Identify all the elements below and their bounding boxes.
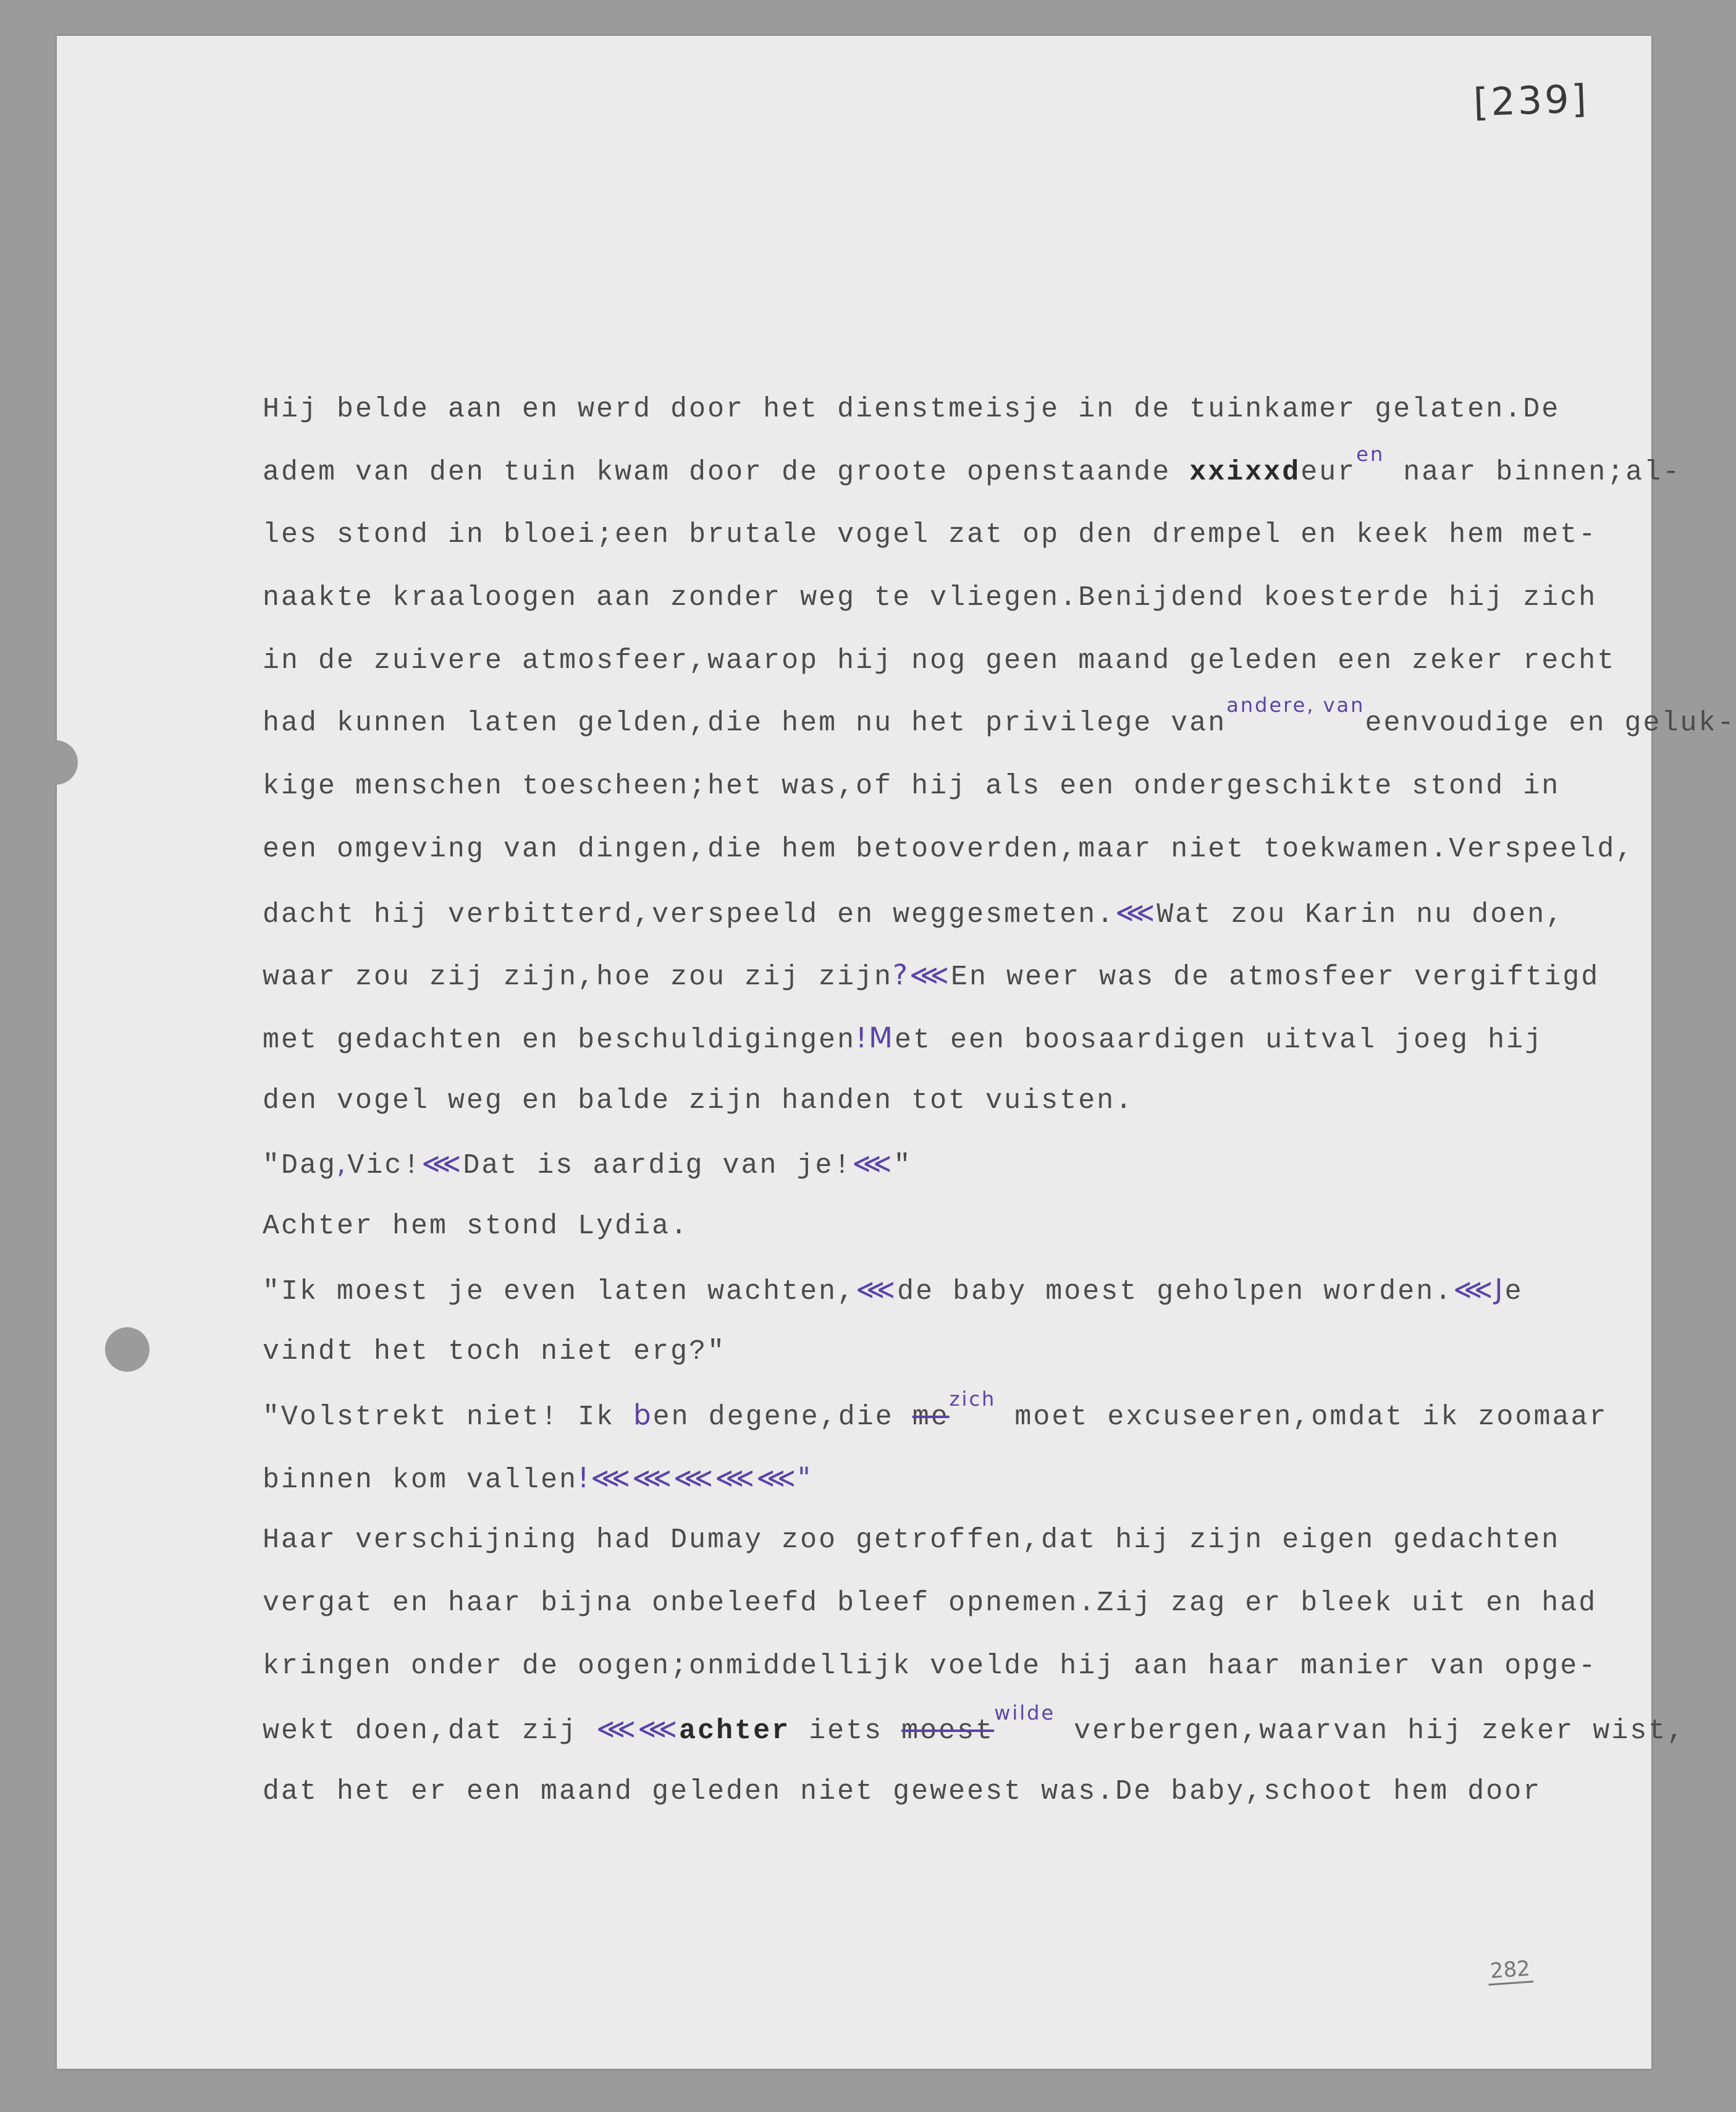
- annotation-sup: wilde: [994, 1701, 1056, 1725]
- typed-segment: Dat is aardig van je!: [463, 1150, 853, 1182]
- annotation-ink: !⋘⋘⋘⋘⋘": [578, 1461, 812, 1494]
- text-line-20: [263, 1572, 1659, 1635]
- text-line-1: [263, 378, 1659, 441]
- text-line-14: [263, 1195, 1659, 1258]
- typed-segment: binnen kom vallen: [263, 1464, 578, 1496]
- text-line-4: [263, 567, 1659, 630]
- typed-segment: naar binnen;al-: [1384, 456, 1682, 488]
- annotation-dark: xxixxd: [1189, 456, 1301, 488]
- text-line-16: [263, 1320, 1659, 1383]
- text-line-23: [263, 1760, 1659, 1823]
- typed-segment: "Dag: [263, 1150, 337, 1182]
- text-line-21: [263, 1635, 1659, 1698]
- typed-segment: e: [1504, 1275, 1523, 1307]
- typed-segment: en degene,die: [652, 1401, 912, 1433]
- typed-segment: Vic!: [347, 1150, 422, 1182]
- typed-segment: een omgeving van dingen,die hem betooverden,maar niet toekwamen.Verspeeld,: [263, 833, 1635, 865]
- annotation-ink: ,: [337, 1147, 348, 1180]
- annotation-dark: achter: [679, 1715, 791, 1747]
- annotation-ink: ⋘: [421, 1147, 463, 1180]
- text-line-12: [263, 1070, 1659, 1133]
- text-line-11: [263, 1007, 1659, 1070]
- typed-segment: den vogel weg en balde zijn handen tot vuisten.: [263, 1084, 1134, 1117]
- typed-segment: eur: [1300, 456, 1357, 488]
- text-line-6: [263, 692, 1736, 755]
- annotation-ink: ⋘: [856, 1272, 898, 1306]
- annotation-ink: ?⋘: [893, 958, 951, 992]
- text-line-2: [263, 441, 1682, 504]
- text-line-18: [263, 1447, 1659, 1510]
- text-line-19: [263, 1509, 1659, 1572]
- typed-segment: ": [893, 1150, 912, 1182]
- typed-segment: verbergen,waarvan hij zeker wist,: [1055, 1715, 1686, 1747]
- typed-segment: et een boosaardigen uitval joeg hij: [895, 1024, 1544, 1056]
- typed-segment: "Volstrekt niet! Ik: [263, 1401, 634, 1433]
- typed-segment: waar zou zij zijn,hoe zou zij zijn: [263, 961, 893, 994]
- typed-segment: kige menschen toescheen;het was,of hij als een ondergeschikte stond in: [263, 771, 1561, 803]
- text-line-15: [263, 1258, 1659, 1321]
- text-line-5: [263, 630, 1659, 693]
- text-line-8: [263, 818, 1659, 881]
- typed-segment: dat het er een maand geleden niet geweest was.De baby,schoot hem door: [263, 1776, 1542, 1808]
- folio-number: [239]: [1472, 75, 1590, 125]
- text-line-22: [263, 1697, 1686, 1760]
- manuscript-number: 282: [1487, 1956, 1534, 1986]
- text-line-9: [263, 881, 1659, 944]
- typed-segment: met gedachten en beschuldigingen: [263, 1024, 856, 1056]
- typed-segment: En weer was de atmosfeer vergiftigd: [951, 961, 1600, 994]
- typed-segment: dacht hij verbitterd,verspeeld en weggesmeten.: [263, 898, 1116, 931]
- punch-hole-bottom: [105, 1327, 150, 1372]
- typed-segment: kringen onder de oogen;onmiddellijk voelde hij aan haar manier van opge-: [263, 1650, 1598, 1682]
- annotation-ink: b: [633, 1398, 653, 1431]
- annotation-sup: zich: [949, 1387, 997, 1411]
- typed-segment: Achter hem stond Lydia.: [263, 1210, 689, 1242]
- annotation-ink: ⋘⋘: [596, 1712, 680, 1746]
- annotation-ink: ⋘: [1115, 895, 1157, 929]
- annotation-strike: me: [912, 1401, 950, 1433]
- text-line-7: [263, 755, 1659, 818]
- text-line-13: [263, 1132, 1659, 1195]
- typed-segment: Wat zou Karin nu doen,: [1157, 898, 1565, 931]
- typed-segment: "Ik moest je even laten wachten,: [263, 1275, 856, 1307]
- text-line-10: [263, 944, 1659, 1007]
- annotation-sup: andere, van: [1226, 693, 1365, 717]
- typed-segment: Hij belde aan en werd door het dienstmeisje in de tuinkamer gelaten.De: [263, 394, 1561, 425]
- annotation-ink: ⋘: [852, 1147, 894, 1180]
- typed-segment: in de zuivere atmosfeer,waarop hij nog geen maand geleden een zeker recht: [263, 644, 1616, 677]
- text-line-17: [263, 1383, 1659, 1447]
- typed-segment: vergat en haar bijna onbeleefd bleef opnemen.Zij zag er bleek uit en had: [263, 1587, 1598, 1620]
- typed-segment: naakte kraaloogen aan zonder weg te vliegen.Benijdend koesterde hij zich: [263, 582, 1598, 614]
- text-line-3: [263, 504, 1659, 567]
- typed-segment: eenvoudige en geluk-: [1365, 708, 1736, 740]
- punch-hole-top: [33, 740, 78, 785]
- annotation-strike: moest: [901, 1715, 995, 1747]
- typed-segment: moet excuseeren,omdat ik zoomaar: [996, 1401, 1608, 1433]
- annotation-ink: !M: [856, 1021, 895, 1054]
- typed-segment: Haar verschijning had Dumay zoo getroffen,dat hij zijn eigen gedachten: [263, 1524, 1561, 1557]
- typed-segment: vindt het toch niet erg?": [263, 1336, 727, 1368]
- typed-segment: de baby moest geholpen worden.: [897, 1275, 1454, 1307]
- annotation-ink: ⋘J: [1453, 1272, 1505, 1306]
- typed-segment: adem van den tuin kwam door de groote openstaande: [263, 456, 1190, 488]
- annotation-sup: en: [1356, 442, 1385, 466]
- typed-segment: had kunnen laten gelden,die hem nu het privilege van: [263, 708, 1227, 740]
- typed-segment: wekt doen,dat zij: [263, 1715, 597, 1747]
- typed-text: [263, 378, 1736, 1823]
- typed-segment: les stond in bloei;een brutale vogel zat op den drempel en keek hem met-: [263, 519, 1598, 551]
- typed-segment: iets: [790, 1715, 902, 1747]
